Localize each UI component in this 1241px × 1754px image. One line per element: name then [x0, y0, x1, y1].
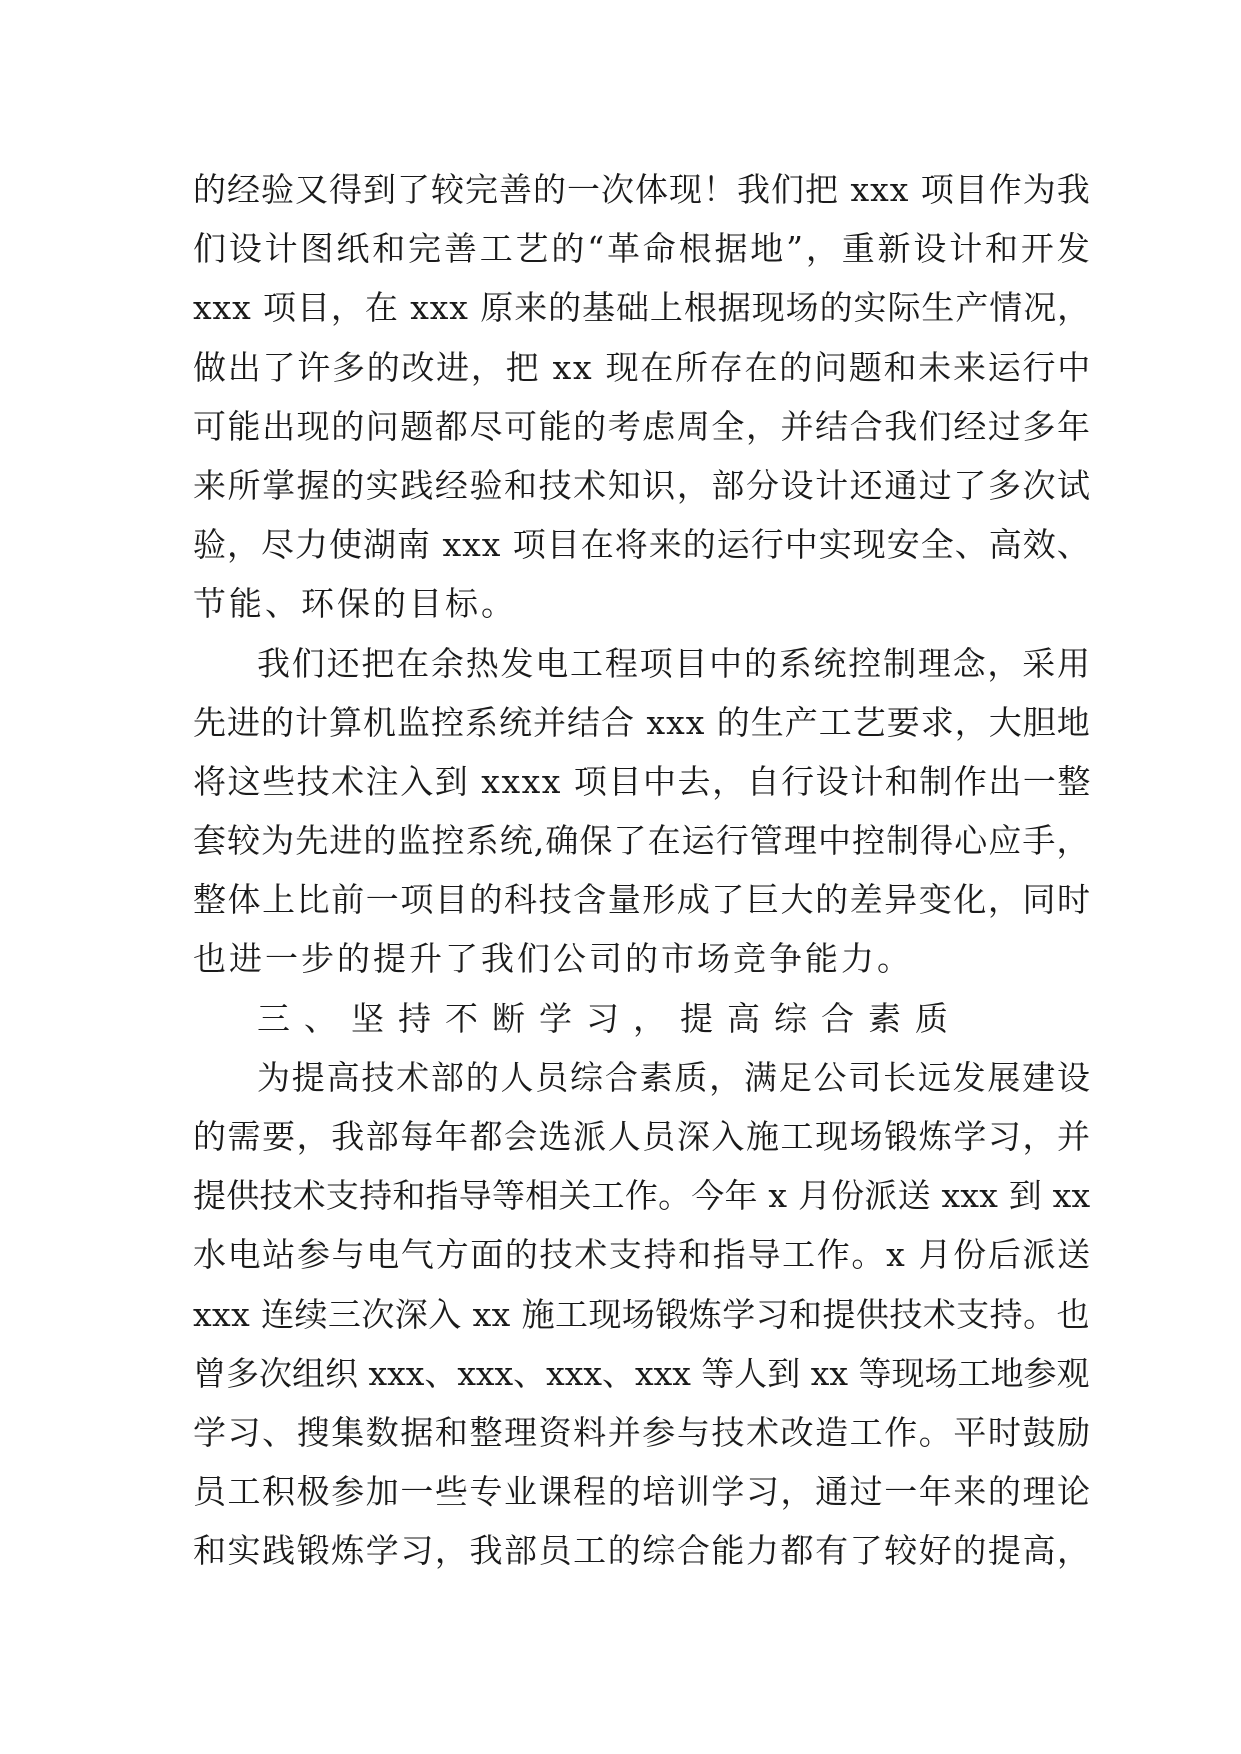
text-line: 为提高技术部的人员综合素质，满足公司长远发展建设	[257, 1057, 1092, 1097]
text-line: 员工积极参加一些专业课程的培训学习，通过一年来的理论	[193, 1472, 1092, 1512]
text-line: 曾多次组织 xxx、xxx、xxx、xxx 等人到 xx 等现场工地参观	[193, 1353, 1090, 1393]
text-line: 三、坚持不断学习，提高综合素质	[257, 998, 962, 1038]
text-line: xxx 连续三次深入 xx 施工现场锻炼学习和提供技术支持。也	[193, 1294, 1090, 1334]
text-line: 和实践锻炼学习，我部员工的综合能力都有了较好的提高，	[193, 1531, 1092, 1571]
text-line: 来所掌握的实践经验和技术知识，部分设计还通过了多次试	[193, 465, 1092, 505]
text-line: 的需要，我部每年都会选派人员深入施工现场锻炼学习，并	[193, 1117, 1092, 1156]
text-line: 的经验又得到了较完善的一次体现！我们把 xxx 项目作为我	[193, 170, 1091, 209]
text-line: 节能、环保的目标。	[193, 584, 517, 624]
text-line: 可能出现的问题都尽可能的考虑周全，并结合我们经过多年	[193, 406, 1092, 446]
text-line: 将这些技术注入到 xxxx 项目中去，自行设计和制作出一整	[193, 761, 1092, 801]
text-line: xxx 项目，在 xxx 原来的基础上根据现场的实际生产情况，	[193, 288, 1092, 328]
text-line: 验，尽力使湖南 xxx 项目在将来的运行中实现安全、高效、	[193, 525, 1091, 565]
text-line: 们设计图纸和完善工艺的“革命根据地”，重新设计和开发	[193, 229, 1093, 269]
text-line: 也进一步的提升了我们公司的市场竞争能力。	[193, 939, 913, 979]
text-line: 整体上比前一项目的科技含量形成了巨大的差异变化，同时	[193, 880, 1092, 920]
text-line: 学习、搜集数据和整理资料并参与技术改造工作。平时鼓励	[193, 1412, 1092, 1452]
text-line: 提供技术支持和指导等相关工作。今年 x 月份派送 xxx 到 xx	[193, 1176, 1091, 1216]
text-line: 水电站参与电气方面的技术支持和指导工作。x 月份后派送	[193, 1235, 1092, 1275]
text-line: 做出了许多的改进，把 xx 现在所存在的问题和未来运行中	[193, 347, 1092, 387]
body-text	[193, 160, 1093, 1581]
text-line: 先进的计算机监控系统并结合 xxx 的生产工艺要求，大胆地	[193, 702, 1091, 742]
text-line: 套较为先进的监控系统,确保了在运行管理中控制得心应手，	[193, 821, 1091, 861]
text-line: 我们还把在余热发电工程项目中的系统控制理念，采用	[257, 643, 1092, 683]
